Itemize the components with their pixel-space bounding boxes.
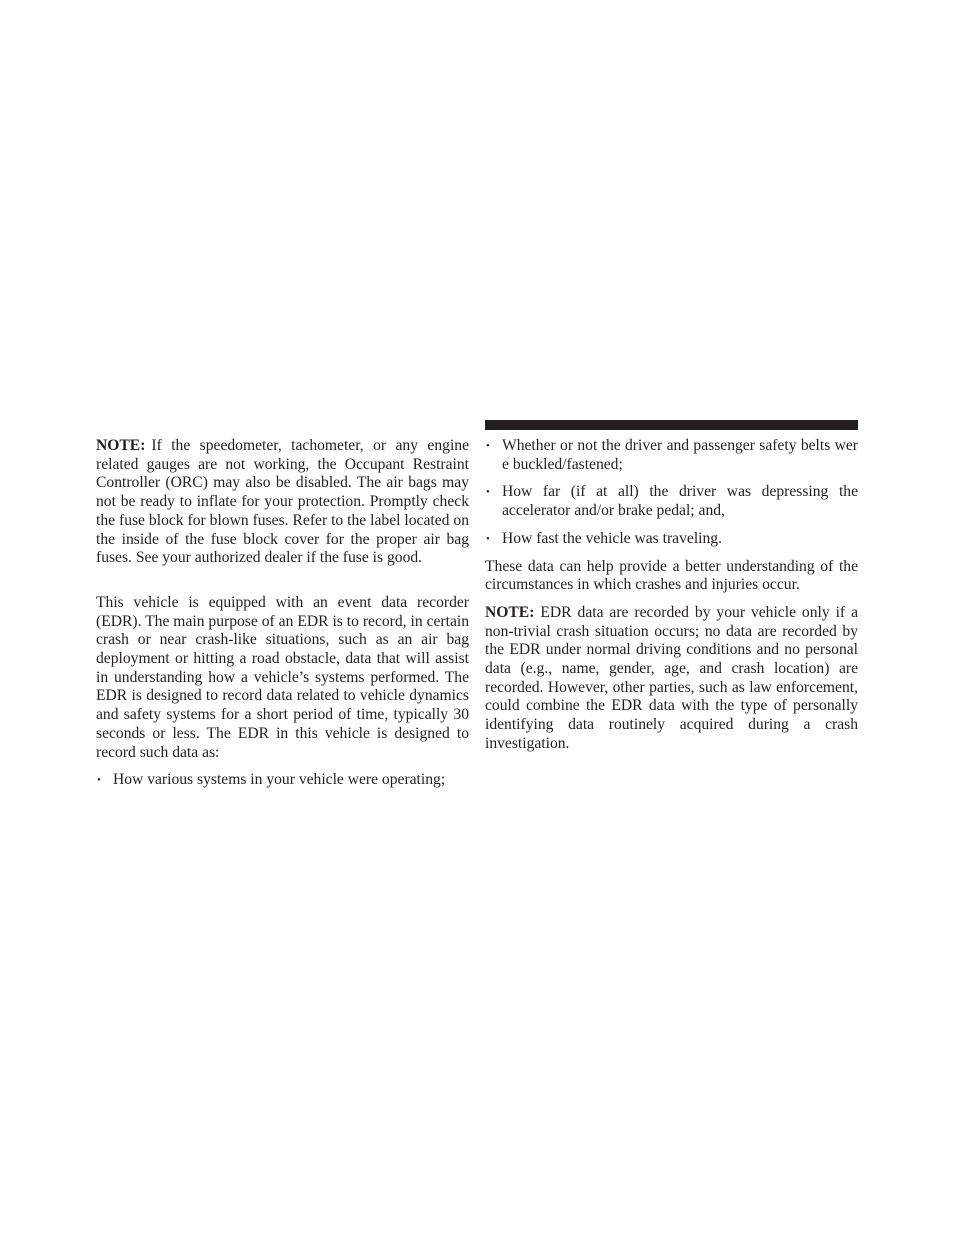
bullet-icon: • bbox=[486, 486, 490, 499]
list-item bbox=[485, 530, 858, 549]
summary-paragraph: These data can help provide a better understanding of the circumstances in which crashes and injuries occur. bbox=[485, 557, 858, 594]
list-item-text: How various systems in your vehicle were operating; bbox=[113, 771, 446, 789]
edr-data-list-left bbox=[96, 771, 469, 790]
note-text: If the speedometer, tachometer, or any engine related gauges are not working, the Occupant Restraint Controller (ORC) may also be disabled. The air bags may not be ready to inflate for your protection. Promptly check the fuse block for blown fuses. Refer to the label located on the inside of the fuse block cover for the proper air bag fuses. See your authorized dealer if the fuse is good. bbox=[96, 437, 469, 567]
note-paragraph-airbag bbox=[96, 437, 469, 568]
bullet-icon: • bbox=[486, 440, 490, 452]
list-item-text: Whether or not the driver and passenger safety belts wer e buckled/fastened; bbox=[502, 437, 858, 473]
right-column bbox=[485, 437, 858, 754]
list-item bbox=[485, 483, 858, 520]
edr-paragraph: This vehicle is equipped with an event data recorder (EDR). The main purpose of an EDR is to record, in certain crash or near crash-like situations, such as an air bag deployment or hitting a road obstacle, data that will assist in understanding how a vehicle’s systems performed. The EDR is designed to record data related to vehicle dynamics and safety systems for a short period of time, typically 30 seconds or less. The EDR in this vehicle is designed to record such data as: bbox=[96, 593, 469, 761]
bullet-icon: • bbox=[97, 774, 101, 787]
list-item-text: How far (if at all) the driver was depressing the accelerator and/or brake pedal; and, bbox=[502, 483, 858, 520]
note-label: NOTE: bbox=[96, 437, 146, 454]
bullet-icon: • bbox=[486, 532, 490, 545]
edr-data-list-right bbox=[485, 437, 858, 549]
list-item-text: How fast the vehicle was traveling. bbox=[502, 529, 722, 547]
list-item bbox=[96, 771, 469, 790]
section-header-bar bbox=[485, 420, 858, 430]
left-column bbox=[96, 437, 469, 799]
note-label: NOTE: bbox=[485, 603, 535, 621]
note-paragraph-edr bbox=[485, 604, 858, 754]
list-item bbox=[485, 437, 858, 474]
note-text: EDR data are recorded by your vehicle only if a non-trivial crash situation occurs; no data are recorded by the EDR under normal driving conditions and no personal data (e.g., name, gender, age, and crash location) are recorded. However, other parties, such as law enforcement, could combine the EDR data with the type of personally identifying data routinely acquired during a crash investigation. bbox=[485, 603, 858, 752]
